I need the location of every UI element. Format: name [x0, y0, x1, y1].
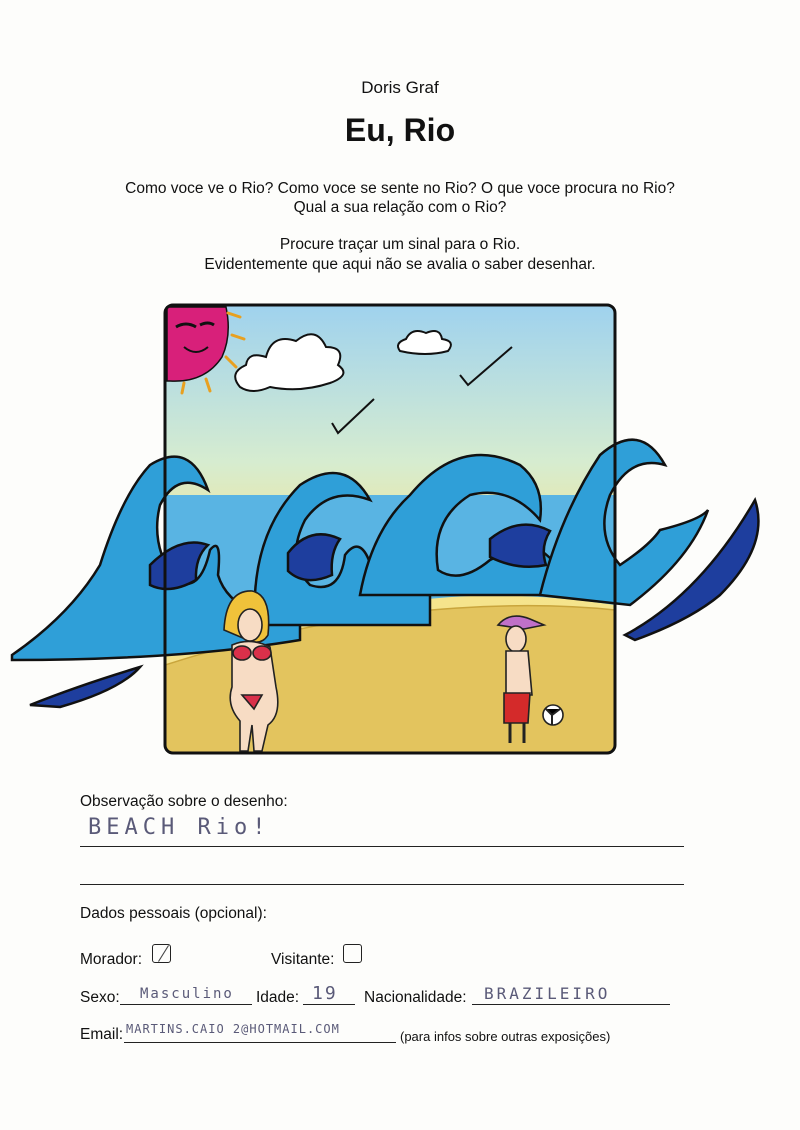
email-label: Email:: [80, 1026, 124, 1043]
observation-value[interactable]: BEACH Rio!: [88, 815, 271, 840]
email-value[interactable]: MARTINS.CAIO 2@HOTMAIL.COM: [126, 1022, 340, 1036]
observation-label: Observação sobre o desenho:: [80, 793, 288, 810]
resident-checkbox[interactable]: [152, 944, 171, 963]
beach-drawing: [0, 295, 800, 765]
age-line: [303, 1004, 355, 1005]
nationality-value[interactable]: BRAZILEIRO: [484, 984, 611, 1003]
email-line: [124, 1042, 396, 1043]
email-note: (para infos sobre outras exposições): [400, 1029, 611, 1044]
nationality-label: Nacionalidade:: [364, 989, 467, 1006]
age-value[interactable]: 19: [312, 983, 338, 1004]
resident-label: Morador:: [80, 951, 143, 968]
age-label: Idade:: [256, 989, 300, 1006]
author-name: Doris Graf: [361, 78, 439, 97]
instructions-line-2: Evidentemente que aqui não se avalia o saber desenhar.: [204, 256, 596, 273]
observation-line-1: [80, 846, 684, 847]
sex-label: Sexo:: [80, 989, 120, 1006]
personal-data-label: Dados pessoais (opcional):: [80, 905, 267, 922]
visitor-label: Visitante:: [271, 951, 335, 968]
observation-line-2: [80, 884, 684, 885]
instructions-line-1: Procure traçar um sinal para o Rio.: [279, 236, 521, 253]
nationality-line: [472, 1004, 670, 1005]
visitor-checkbox[interactable]: [343, 944, 362, 963]
page-title: Eu, Rio: [344, 112, 456, 148]
questions-line-1: Como voce ve o Rio? Como voce se sente no Rio? O que voce procura no Rio?: [125, 180, 675, 197]
sex-value[interactable]: Masculino: [140, 986, 234, 1002]
sex-line: [120, 1004, 252, 1005]
questions-line-2: Qual a sua relação com o Rio?: [293, 199, 507, 216]
